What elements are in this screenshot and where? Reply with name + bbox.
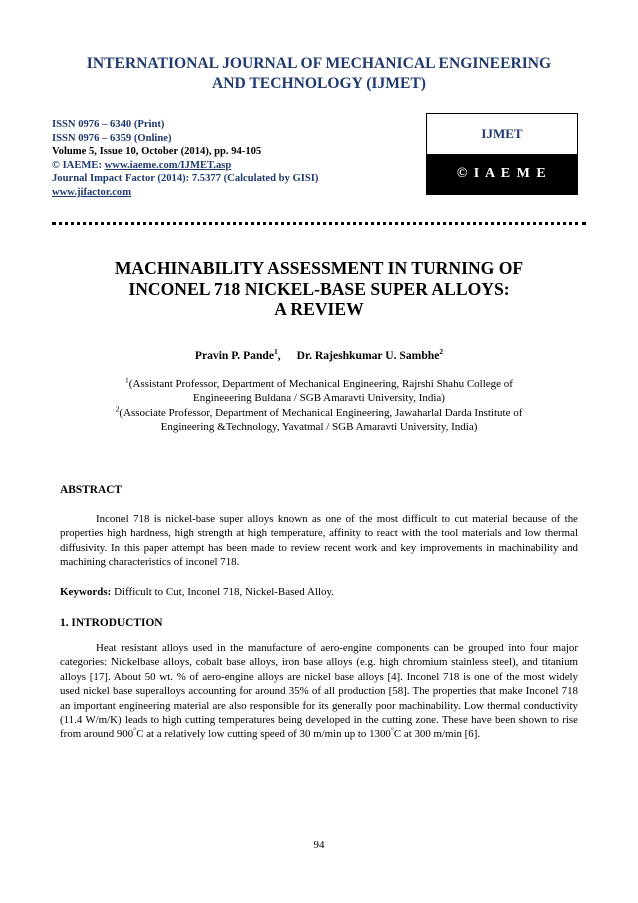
intro-degree-2: °	[390, 725, 394, 735]
introduction-heading: 1. INTRODUCTION	[60, 617, 163, 629]
logo-iaeme-banner: © I A E M E	[427, 154, 577, 194]
aff2-sup: 2	[115, 404, 120, 414]
jifactor-link[interactable]: www.jifactor.com	[52, 186, 132, 198]
aff2-line2: Engineering &Technology, Yavatmal / SGB Amaravti University, India)	[160, 421, 478, 433]
author-1-sup: 1	[274, 347, 278, 357]
page-number: 94	[313, 839, 325, 851]
journal-title-line2: AND TECHNOLOGY (IJMET)	[212, 75, 426, 92]
keywords-label: Keywords:	[60, 586, 112, 598]
intro-text-1: Heat resistant alloys used in the manufacture of aero-engine components can be grouped into four major categories: Nickelbase alloys, cobalt base alloys, iron base alloys (e.g. high chromium stainless steel), and titanium alloys [17]. About 50 wt. % of aero-engine alloys are nickel base alloys [4]. Inconel 718 is one of the most widely used nickel base superalloys accounting for around 35% of all production [58]. The properties that make Inconel 718 an important engineering material are also responsible for its generally poor machinability. Low thermal conductivity (11.4 W/m/K) leads to high cutting temperatures being developed in the cutting zone. These have been shown to rise from around 900	[60, 642, 578, 741]
affiliation-2	[60, 406, 578, 434]
author-1: Pravin P. Pande	[194, 349, 275, 362]
iaeme-link[interactable]: www.iaeme.com/IJMET.asp	[104, 159, 232, 171]
journal-meta	[52, 118, 318, 200]
journal-title	[40, 54, 598, 94]
iaeme-prefix: © IAEME:	[52, 159, 105, 171]
paper-title-line3: A REVIEW	[274, 299, 364, 319]
abstract-text: Inconel 718 is nickel-base super alloys known as one of the most difficult to cut material because of the properties high hardness, high strength at high temperature, affinity to react with the tool materials and low thermal diffusivity. In this paper attempt has been made to review recent work and key improvements in machinability and machining characteristics of inconel 718.	[60, 513, 578, 569]
abstract-heading: ABSTRACT	[60, 484, 123, 496]
author-2: Dr. Rajeshkumar U. Sambhe	[296, 349, 440, 362]
journal-logo-box	[426, 113, 578, 195]
keywords-text: Difficult to Cut, Inconel 718, Nickel-Based Alloy.	[111, 586, 335, 598]
affiliation-1	[60, 377, 578, 405]
author-2-sup: 2	[439, 347, 444, 357]
abstract-paragraph	[60, 512, 578, 570]
header-divider	[52, 222, 586, 225]
aff1-line1: (Assistant Professor, Department of Mechanical Engineering, Rajrshi Shahu College of	[128, 378, 513, 390]
intro-text-3: C at 300 m/min [6].	[393, 728, 481, 741]
author-separator: ,	[277, 349, 281, 362]
aff2-line1: (Associate Professor, Department of Mechanical Engineering, Jawaharlal Darda Institute of	[119, 407, 523, 419]
paper-title-line1: MACHINABILITY ASSESSMENT IN TURNING OF	[114, 258, 524, 278]
journal-title-line1: INTERNATIONAL JOURNAL OF MECHANICAL ENGINEERING	[86, 55, 552, 72]
volume-info: Volume 5, Issue 10, October (2014), pp. 94-105	[52, 146, 262, 158]
keywords-line	[60, 586, 334, 598]
intro-degree-1: °	[133, 725, 137, 735]
aff1-sup: 1	[125, 375, 129, 385]
iaeme-line	[52, 159, 318, 173]
aff1-line2: Engineeering Buldana / SGB Amaravti University, India)	[193, 392, 445, 404]
introduction-paragraph	[60, 641, 578, 742]
paper-title-line2: INCONEL 718 NICKEL-BASE SUPER ALLOYS:	[128, 278, 510, 299]
impact-factor: Journal Impact Factor (2014): 7.5377 (Calculated by GISI)	[52, 173, 319, 185]
intro-text-2: C at a relatively low cutting speed of 30 m/min up to 1300	[136, 728, 391, 741]
issn-print: ISSN 0976 – 6340 (Print)	[52, 119, 165, 130]
paper-title	[60, 258, 578, 320]
authors-line	[40, 349, 598, 362]
issn-online: ISSN 0976 – 6359 (Online)	[52, 132, 172, 144]
logo-ijmet-text: IJMET	[481, 126, 523, 141]
